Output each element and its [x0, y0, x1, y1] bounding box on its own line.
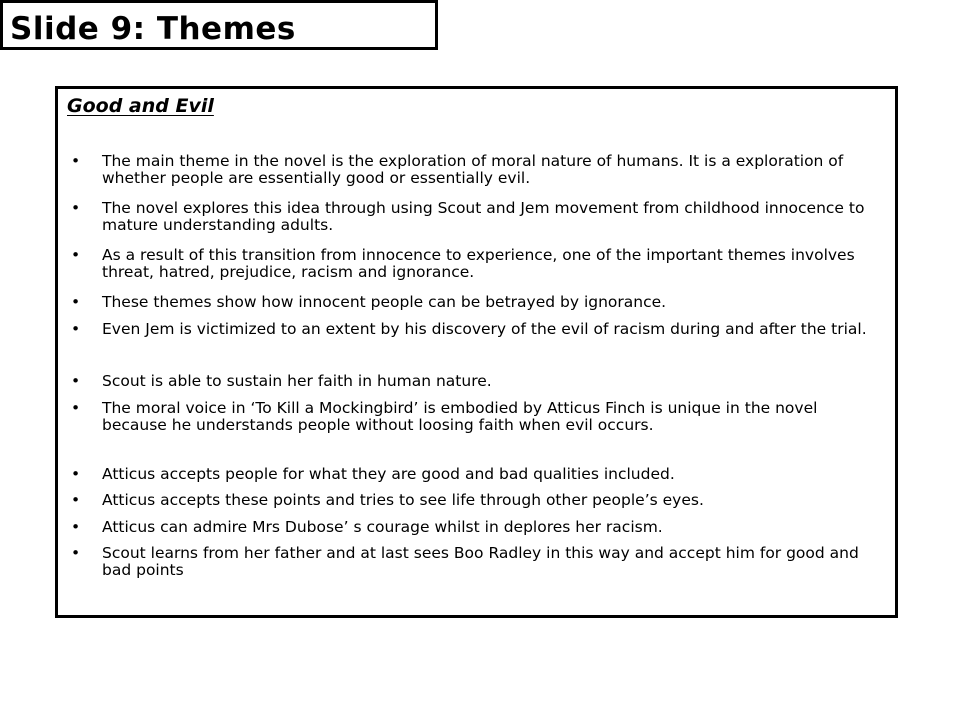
slide-title-box [0, 0, 438, 50]
bullet-dot: • [71, 246, 81, 264]
bullet-dot: • [71, 544, 81, 562]
bullet-item [71, 294, 877, 311]
bullet-text: Scout is able to sustain her faith in human nature. [102, 372, 492, 390]
bullet-text: The novel explores this idea through using Scout and Jem movement from childhood innocence to mature understanding adults. [102, 199, 865, 234]
bullet-text: The moral voice in ‘To Kill a Mockingbird’ is embodied by Atticus Finch is unique in the novel because he understands people without loosing faith when evil occurs. [102, 399, 818, 434]
bullet-item [71, 321, 877, 338]
bullet-dot: • [71, 372, 81, 390]
bullet-item [71, 200, 877, 234]
bullet-dot: • [71, 399, 81, 417]
bullet-item [71, 519, 877, 536]
bullet-text: The main theme in the novel is the exploration of moral nature of humans. It is a exploration of whether people are essentially good or essentially evil. [102, 152, 844, 187]
bullet-item [71, 247, 877, 281]
bullet-item [71, 466, 877, 483]
bullet-item [71, 545, 877, 579]
slide-title: Slide 9: Themes [10, 11, 296, 47]
bullet-text: These themes show how innocent people can be betrayed by ignorance. [102, 293, 667, 311]
bullet-text: Atticus can admire Mrs Dubose’ s courage whilst in deplores her racism. [102, 518, 663, 536]
bullet-dot: • [71, 152, 81, 170]
bullet-text: Scout learns from her father and at last sees Boo Radley in this way and accept him for good and bad points [102, 544, 859, 579]
section-heading: Good and Evil [67, 95, 214, 117]
bullet-dot: • [71, 491, 81, 509]
bullet-item [71, 373, 877, 390]
bullet-text: Atticus accepts people for what they are good and bad qualities included. [102, 465, 675, 483]
bullet-dot: • [71, 293, 81, 311]
bullet-item [71, 492, 877, 509]
bullet-item [71, 153, 877, 187]
bullet-item [71, 400, 877, 434]
bullet-text: Even Jem is victimized to an extent by his discovery of the evil of racism during and after the trial. [102, 320, 867, 338]
bullet-dot: • [71, 320, 81, 338]
bullet-dot: • [71, 199, 81, 217]
bullet-dot: • [71, 518, 81, 536]
bullet-text: As a result of this transition from innocence to experience, one of the important themes involves threat, hatred, prejudice, racism and ignorance. [102, 246, 855, 281]
bullet-text: Atticus accepts these points and tries to see life through other people’s eyes. [102, 491, 704, 509]
bullet-dot: • [71, 465, 81, 483]
content-box [55, 86, 898, 618]
